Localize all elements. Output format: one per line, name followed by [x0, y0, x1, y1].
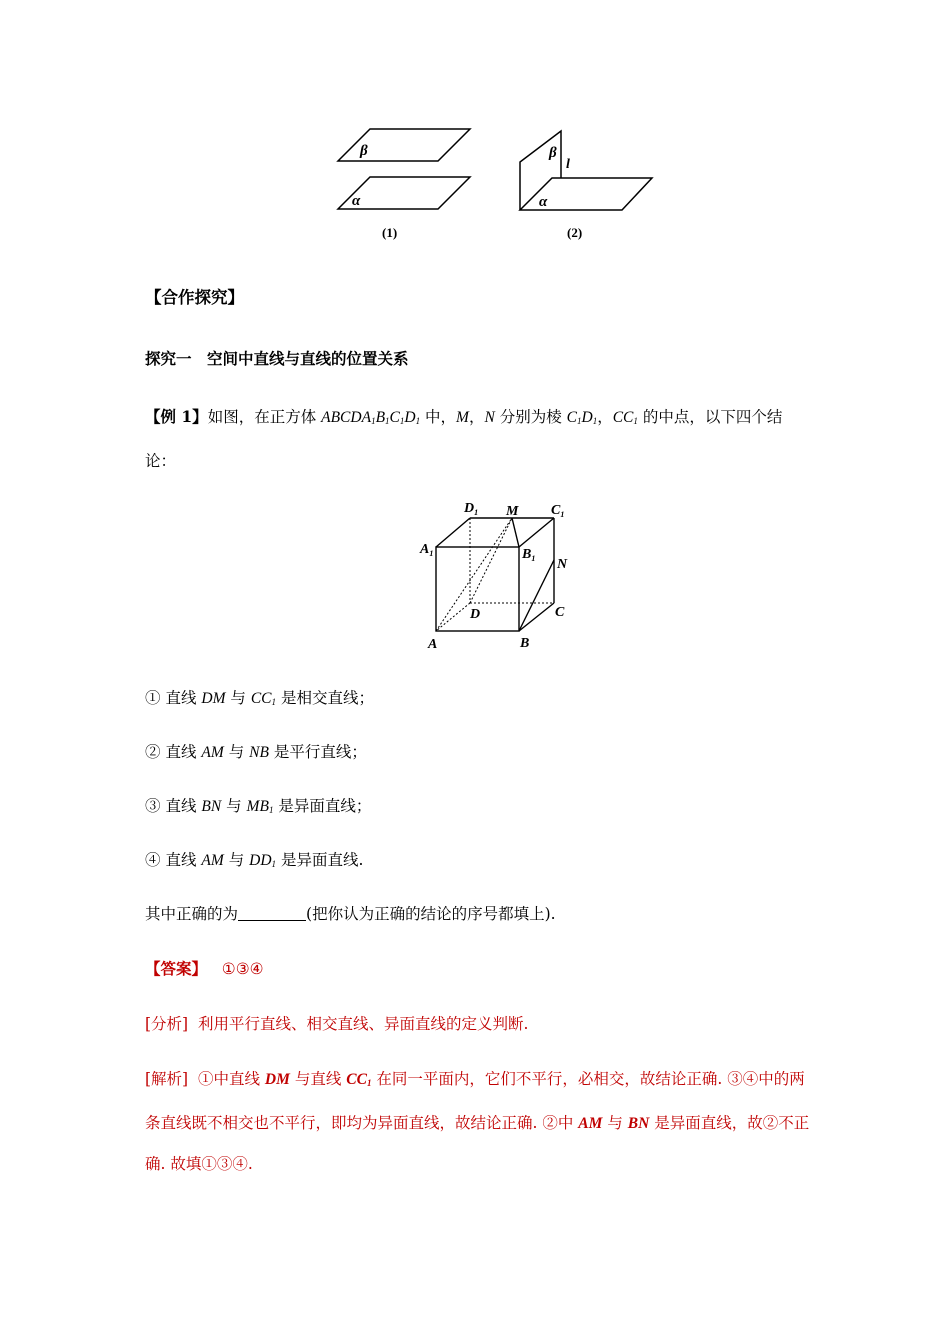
edge-cc1: $CC_1$ [612, 409, 638, 426]
label-beta-1: β [360, 143, 368, 159]
line-b-n [519, 560, 554, 631]
cube-label-c: C [555, 605, 565, 620]
example-tag: 【例 1】 [145, 407, 208, 426]
subsection-title: 探究一 空间中直线与直线的位置关系 [145, 349, 409, 368]
cube-label-d1: $D_1$ [464, 501, 479, 517]
cube-label-n: N [557, 557, 568, 572]
cube-label-d: D [470, 607, 481, 622]
answer-value: ①③④ [221, 960, 264, 978]
answer-tag: 【答案】 [145, 959, 208, 978]
example-line2: 论： [145, 452, 177, 470]
analysis [145, 1013, 528, 1035]
answer [145, 958, 263, 980]
label-alpha-2: α [539, 194, 548, 210]
statement-1: ① 直线 DM 与 $CC_1$ 是相交直线； [145, 689, 374, 707]
cube-label-m: M [506, 504, 519, 519]
line-d-m [470, 518, 512, 603]
planes-figure [330, 120, 670, 250]
label-beta-2: β [549, 145, 557, 161]
statement-4: ④ 直线 AM 与 $DD_1$ 是异面直线. [145, 851, 364, 869]
solution-tag: [解析] [145, 1070, 189, 1088]
cube-label-b: B [520, 636, 530, 651]
caption-1: (1) [382, 225, 398, 240]
edge-c-b [519, 603, 554, 631]
question: 其中正确的为 (把你认为正确的结论的序号都填上). [145, 905, 556, 923]
solution: [解析] ①中直线 DM 与直线 $CC_1$ 在同一平面内，它们不平行，必相交，故结论正确. ③④中的两条直线既不相交也不平行，即均为异面直线，故结论正确. ②中 AM 与 BN 是异面直线，故②不正确. 故填①③④. [145, 1070, 810, 1173]
example-text: 【例 1】如图，在正方体 $ABCDA_1B_1C_1D_1$ 中，M，N 分别为棱 $C_1D_1$，$CC_1$ 的中点，以下四个结 论： [145, 407, 783, 470]
example-intro: 如图，在正方体 [207, 408, 322, 426]
planes-svg [330, 120, 670, 250]
cube-label-b1: $B_1$ [522, 547, 536, 563]
analysis-text: 利用平行直线、相交直线、异面直线的定义判断. [197, 1015, 529, 1033]
analysis-tag: [分析] [145, 1015, 189, 1033]
edge-a1-d1 [436, 518, 470, 547]
cube-svg [410, 495, 590, 655]
label-alpha-1: α [352, 193, 361, 209]
label-l: l [566, 157, 570, 172]
point-m: M [456, 409, 469, 426]
cube-label-c1: $C_1$ [551, 503, 565, 519]
cube-name: $ABCDA_1B_1C_1D_1$ [321, 409, 421, 426]
edge-c1-b1 [519, 518, 554, 547]
statement-3: ③ 直线 BN 与 $MB_1$ 是异面直线； [145, 797, 372, 815]
cube-label-a: A [428, 637, 438, 652]
edge-c1d1: $C_1D_1$ [566, 409, 598, 426]
cube-label-a1: $A_1$ [420, 542, 434, 558]
plane-beta-1 [338, 129, 470, 161]
statement-2: ② 直线 AM 与 NB 是平行直线； [145, 743, 367, 761]
caption-2: (2) [567, 225, 583, 240]
point-n: N [484, 409, 495, 426]
cube-figure [410, 495, 590, 655]
section-title: 【合作探究】 [145, 288, 244, 307]
line-b1-m [512, 518, 519, 547]
answer-blank[interactable] [238, 906, 306, 921]
edge-d-a [436, 603, 470, 631]
